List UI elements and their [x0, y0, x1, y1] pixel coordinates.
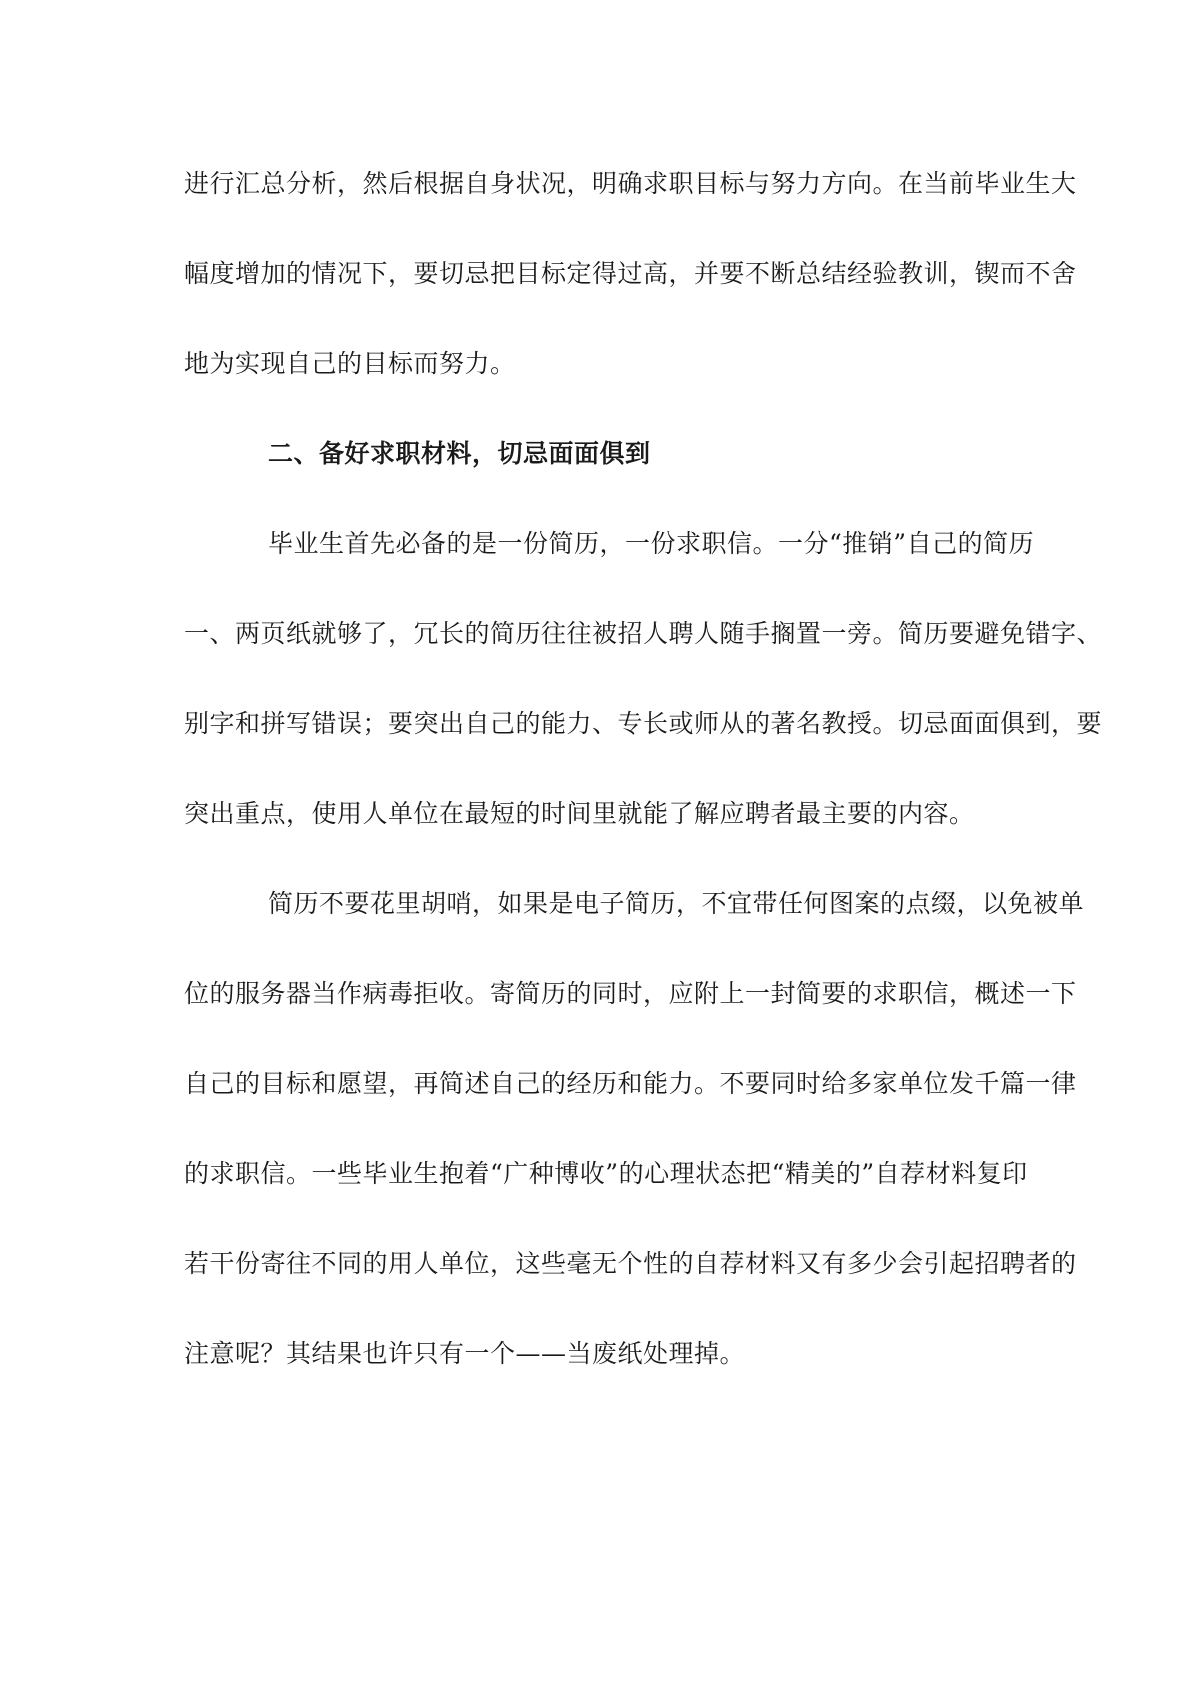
paragraph-2-line-3: 别字和拼写错误；要突出自己的能力、专长或师从的著名教授。切忌面面俱到，要 [184, 709, 1103, 738]
paragraph-2-line-2: 一、两页纸就够了，冗长的简历往往被招人聘人随手搁置一旁。简历要避免错字、 [184, 619, 1103, 648]
paragraph-3-line-1: 简历不要花里胡哨，如果是电子简历，不宜带任何图案的点缀，以免被单 [268, 889, 1085, 918]
section-heading: 二、备好求职材料，切忌面面俱到 [268, 439, 651, 468]
paragraph-1-line-1: 进行汇总分析，然后根据自身状况，明确求职目标与努力方向。在当前毕业生大 [184, 169, 1077, 198]
paragraph-2-line-1: 毕业生首先必备的是一份简历，一份求职信。一分“推销”自己的简历 [268, 529, 1035, 558]
paragraph-3-line-3: 自己的目标和愿望，再简述自己的经历和能力。不要同时给多家单位发千篇一律 [184, 1069, 1077, 1098]
paragraph-3-line-5: 若干份寄往不同的用人单位，这些毫无个性的自荐材料又有多少会引起招聘者的 [184, 1249, 1077, 1278]
paragraph-3-line-4: 的求职信。一些毕业生抱着“广种博收”的心理状态把“精美的”自荐材料复印 [184, 1159, 1028, 1188]
paragraph-1-line-2: 幅度增加的情况下，要切忌把目标定得过高，并要不断总结经验教训，锲而不舍 [184, 259, 1077, 288]
paragraph-2-line-4: 突出重点，使用人单位在最短的时间里就能了解应聘者最主要的内容。 [184, 799, 975, 828]
paragraph-1-line-3: 地为实现自己的目标而努力。 [184, 349, 516, 378]
paragraph-3-line-2: 位的服务器当作病毒拒收。寄简历的同时，应附上一封简要的求职信，概述一下 [184, 979, 1077, 1008]
paragraph-3-line-6: 注意呢？其结果也许只有一个——当废纸处理掉。 [184, 1339, 746, 1368]
